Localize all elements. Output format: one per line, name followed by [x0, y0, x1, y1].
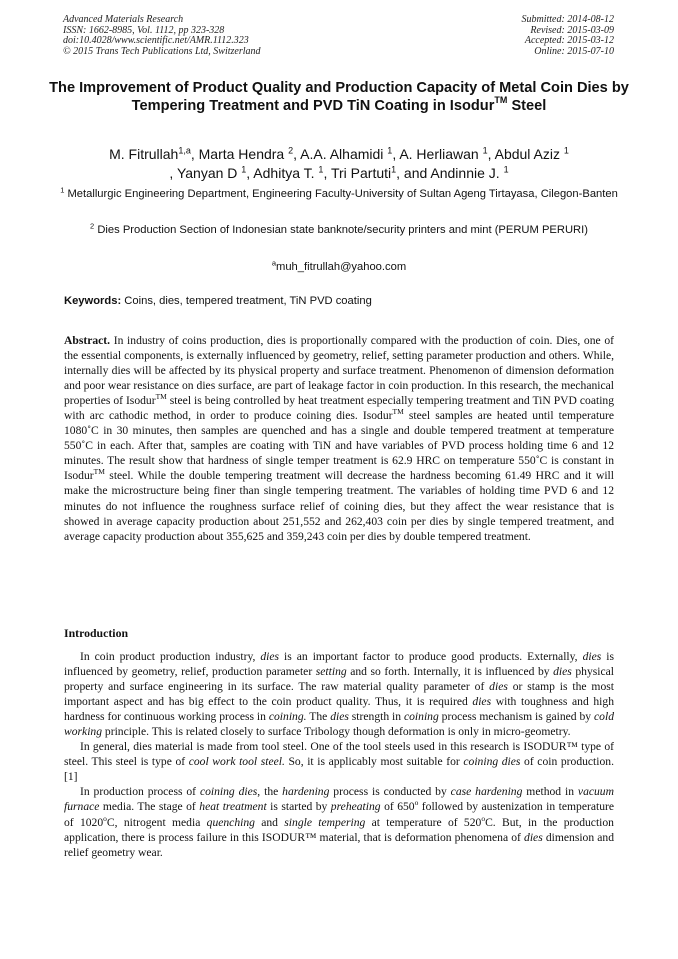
title-end: Steel: [507, 97, 547, 114]
author: M. Fitrullah: [109, 146, 179, 162]
author-affil-mark: 1: [482, 145, 488, 156]
submitted-date: Submitted: 2014-08-12: [521, 14, 614, 25]
author-affil-mark: 1: [387, 145, 393, 156]
author-affil-mark: 1: [318, 164, 324, 175]
author: , A. Herliawan: [392, 146, 483, 162]
abstract-text: In industry of coins production, dies is proportionally compared with the production of coin. Dies, one of the essential components, is externally influenced by geometry, relief, setting parameter production and others. While, internally dies will be affected by its physical property and surface treatment. Phenomenon of dimension deformation and poor wear resistance on dies surface, are part of leakage factor in coin production. In this research, the mechanical properties of Isodur: [64, 334, 614, 408]
author: , Marta Hendra: [190, 146, 289, 162]
author-list: [40, 145, 638, 183]
title-trademark: TM: [494, 94, 508, 105]
author: , Abdul Aziz: [487, 146, 564, 162]
author-affil-mark: 1: [391, 164, 397, 175]
keywords-text: Coins, dies, tempered treatment, TiN PVD coating: [121, 295, 372, 307]
author-affil-mark: 1: [241, 164, 247, 175]
keywords-label: Keywords:: [64, 295, 122, 307]
title-main: The Improvement of Product Quality and Production Capacity of Metal Coin Dies by Tempering Treatment and PVD TiN Coating in Isodur: [49, 80, 629, 114]
author-affil-mark: 2: [288, 145, 294, 156]
email-address[interactable]: muh_fitrullah@yahoo.com: [276, 261, 407, 273]
journal-doi: doi:10.4028/www.scientific.net/AMR.1112.323: [63, 35, 249, 47]
paragraph: In general, dies material is made from tool steel. One of the tool steels used in this research is ISODUR™ type of steel. This steel is type of cool work tool steel. So, it is applicably most suitable for coining dies of coin production. [1]: [64, 740, 614, 784]
author-affil-mark: 1,a: [178, 145, 191, 156]
abstract-text: steel is being controlled by heat treatment especially tempering treatment and TiN PVD coating with arc cathodic method, in order to produce coining dies. Isodur: [64, 394, 615, 423]
affiliation-text: Dies Production Section of Indonesian state banknote/security printers and mint (PERUM PERURI): [94, 224, 588, 236]
abstract-text: steel samples are heated until temperature 1080˚C in 30 minutes, then samples are quenched and has a single and double tempered treatment at temperature 550˚C in each. After that, samples are coating with TiN and have variables of PVD process holding time 6 and 12 minutes. The result show that hardness of single temper treatment is 62.9 HRC on temperature 550˚C is constant in Isodur: [64, 409, 614, 483]
abstract-text: steel. While the double tempering treatment will decrease the hardness becoming 61.49 HRC and it will make the microstructure being finer than single tempering treatment. The variables of holding time PVD 6 and 12 minutes do not influence the roughness surface relief of coining dies, but they affect the wear resistance that is showed in average capacity production about 251,552 and 262,403 coin per dies by single tempered treatment, and average capacity production about 355,625 and 359,243 coin per dies by double tempered treatment.: [64, 469, 614, 543]
abstract-label: Abstract.: [64, 334, 111, 347]
revised-date: Revised: 2015-03-09: [530, 24, 614, 36]
author: , A.A. Alhamidi: [293, 146, 388, 162]
author: , and Andinnie J.: [396, 165, 504, 181]
paragraph: In coin product production industry, dies is an important factor to produce good products. Externally, dies is influenced by geometry, relief, production parameter setting and so forth. Internally, it is influenced by dies physical property and surface engineering in its surface. The raw material quality parameter of dies or stamp is the most important aspect and has big effect to the coin product quality. Thus, it is required dies with toughness and high hardness for continuous working process in coining. The dies strength in coining process mechanism is gained by cold working principle. This is related closely to surface Tribology though deformation is only in micro-geometry.: [64, 650, 615, 739]
affiliation-mark: 1: [60, 185, 65, 195]
affiliation-1: [40, 187, 638, 201]
accepted-date: Accepted: 2015-03-12: [524, 35, 614, 47]
dates-header: [522, 15, 615, 57]
journal-info-header: [63, 15, 261, 57]
author: , Yanyan D: [169, 165, 242, 181]
email-mark: a: [271, 258, 277, 268]
paragraph: In production process of coining dies, the hardening process is conducted by case hardening method in vacuum furnace media. The stage of heat treatment is started by preheating of 650$^o$ followed by austenization in temperature of 1020$^o$C, nitrogent media quenching and single tempering at temperature of 520$^o$C. But, in the production application, there is process failure in this ISODUR™ material, that is deformation phenomena of dies dimension and relief geometry wear.: [64, 785, 615, 859]
author-affil-mark: 1: [563, 145, 569, 156]
introduction-body: [64, 649, 614, 860]
journal-copyright: © 2015 Trans Tech Publications Ltd, Switzerland: [63, 45, 261, 57]
trademark-mark: TM: [392, 407, 404, 417]
corresponding-email: [40, 260, 638, 274]
author: , Tri Partuti: [323, 165, 392, 181]
section-heading-introduction: Introduction: [64, 626, 129, 640]
author-affil-mark: 1: [503, 164, 509, 175]
trademark-mark: TM: [155, 392, 167, 402]
affiliation-mark: 2: [90, 221, 95, 231]
paper-title: [40, 80, 638, 115]
keywords: [64, 294, 616, 308]
journal-issn: ISSN: 1662-8985, Vol. 1112, pp 323-328: [63, 24, 225, 36]
affiliation-2: [40, 223, 638, 237]
author: , Adhitya T.: [246, 165, 319, 181]
abstract: [64, 333, 614, 544]
online-date: Online: 2015-07-10: [534, 45, 614, 57]
journal-name: Advanced Materials Research: [63, 14, 184, 25]
trademark-mark: TM: [93, 467, 105, 477]
affiliation-text: Metallurgic Engineering Department, Engineering Faculty-University of Sultan Ageng Tirtayasa, Cilegon-Banten: [64, 188, 618, 200]
